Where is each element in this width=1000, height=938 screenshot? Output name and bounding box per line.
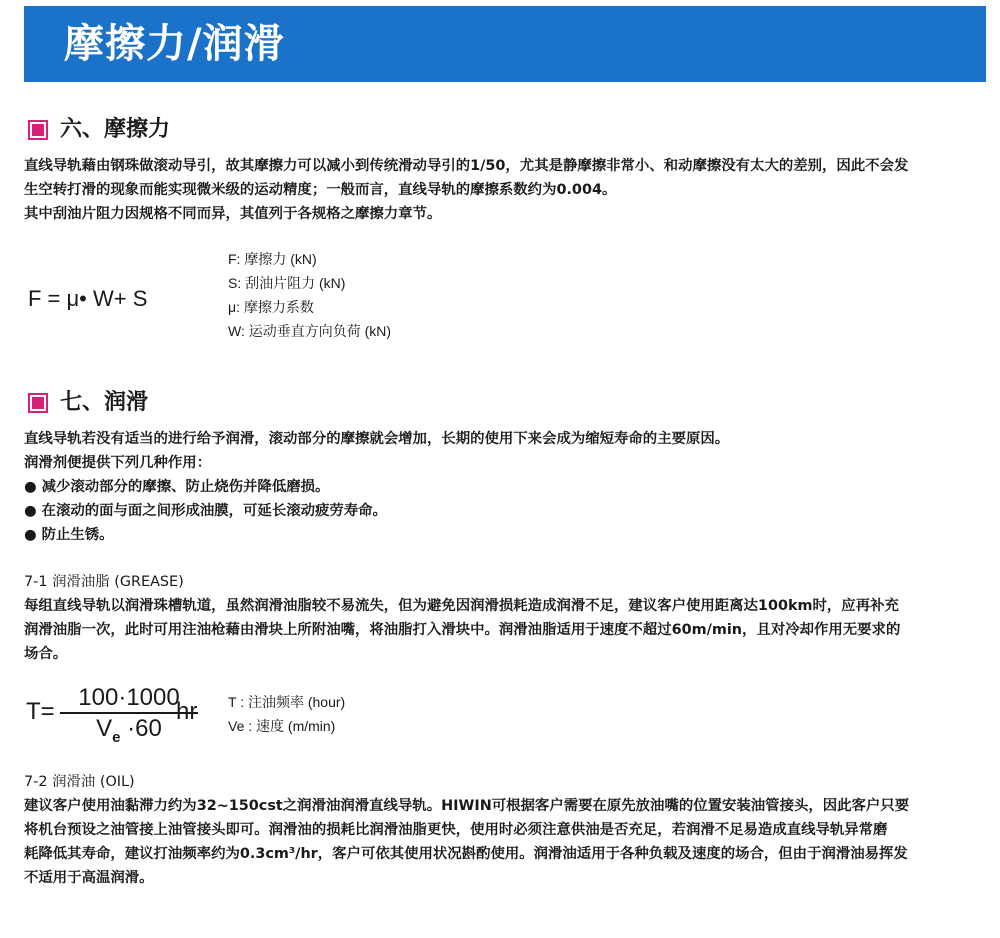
lubrication-intro xyxy=(24,427,990,547)
section-title: 六、摩擦力 xyxy=(60,117,171,142)
formula-numerator: 100·1000 xyxy=(60,684,198,714)
legend-line: F: 摩擦力 (kN) xyxy=(228,251,317,267)
formula-den-sub: e xyxy=(112,728,121,746)
grease-paragraph xyxy=(24,594,990,666)
text-line: 直线导轨若没有适当的进行给予润滑，滚动部分的摩擦就会增加，长期的使用下来会成为缩短寿命的主要原因。 xyxy=(24,431,730,447)
oil-paragraph xyxy=(24,794,990,890)
section-heading-friction xyxy=(28,116,170,144)
legend-line: μ: 摩擦力系数 xyxy=(228,299,314,315)
formula-unit: hr xyxy=(176,698,198,725)
page-title: 摩擦力/润滑 xyxy=(64,21,285,67)
text-line: 场合。 xyxy=(24,646,68,662)
grease-formula-legend xyxy=(228,690,345,738)
text-line: 生空转打滑的现象而能实现微米级的运动精度；一般而言，直线导轨的摩擦系数约为0.004。 xyxy=(24,182,617,198)
text-line: 直线导轨藉由钢珠做滚动导引，故其摩擦力可以减小到传统滑动导引的1/50，尤其是静摩擦非常小、和动摩擦没有太大的差别，因此不会发 xyxy=(24,158,909,174)
oil-heading: 7-2 润滑油 (OIL) xyxy=(24,774,135,790)
text-line: 每组直线导轨以润滑珠槽轨道，虽然润滑油脂较不易流失，但为避免因润滑损耗造成润滑不足，建议客户使用距离达100km时，应再补充 xyxy=(24,598,899,614)
friction-formula: F = μ• W+ S xyxy=(28,286,148,311)
bullet-item: ● 减少滚动部分的摩擦、防止烧伤并降低磨损。 xyxy=(24,479,330,495)
formula-den-rest: ·60 xyxy=(120,715,162,742)
text-line: 润滑油脂一次，此时可用注油枪藉由滑块上所附油嘴，将油脂打入滑块中。润滑油脂适用于速度不超过60m/min，且对冷却作用无要求的 xyxy=(24,622,901,638)
bullet-item: ● 防止生锈。 xyxy=(24,527,114,543)
square-bullet-icon xyxy=(28,120,48,140)
formula-den-v: V xyxy=(96,715,113,742)
title-banner xyxy=(24,6,986,82)
section-title: 七、润滑 xyxy=(60,390,149,415)
friction-paragraph xyxy=(24,154,990,226)
legend-line: T : 注油频率 (hour) xyxy=(228,694,346,710)
section-heading-lubrication xyxy=(28,389,148,417)
friction-formula-legend xyxy=(228,247,391,343)
text-line: 耗降低其寿命，建议打油频率约为0.3cm³/hr，客户可依其使用状况斟酌使用。润滑油适用于各种负载及速度的场合，但由于润滑油易挥发 xyxy=(24,846,908,862)
grease-heading: 7-1 润滑油脂 (GREASE) xyxy=(24,574,184,590)
square-bullet-icon xyxy=(28,393,48,413)
text-line: 不适用于高温润滑。 xyxy=(24,870,154,886)
text-line: 建议客户使用油黏滞力约为32~150cst之润滑油润滑直线导轨。HIWIN可根据客户需要在原先放油嘴的位置安装油管接头，因此客户只要 xyxy=(24,798,910,814)
legend-line: W: 运动垂直方向负荷 (kN) xyxy=(228,323,392,339)
text-line: 润滑剂便提供下列几种作用： xyxy=(24,455,212,471)
legend-line: S: 刮油片阻力 (kN) xyxy=(228,275,346,291)
formula-lhs: T= xyxy=(26,698,55,725)
bullet-item: ● 在滚动的面与面之间形成油膜，可延长滚动疲劳寿命。 xyxy=(24,503,387,519)
legend-line: Ve : 速度 (m/min) xyxy=(228,718,336,734)
text-line: 将机台预设之油管接上油管接头即可。润滑油的损耗比润滑油脂更快，使用时必须注意供油是否充足，若润滑不足易造成直线导轨异常磨 xyxy=(24,822,888,838)
text-line: 其中刮油片阻力因规格不同而异，其值列于各规格之摩擦力章节。 xyxy=(24,206,442,222)
